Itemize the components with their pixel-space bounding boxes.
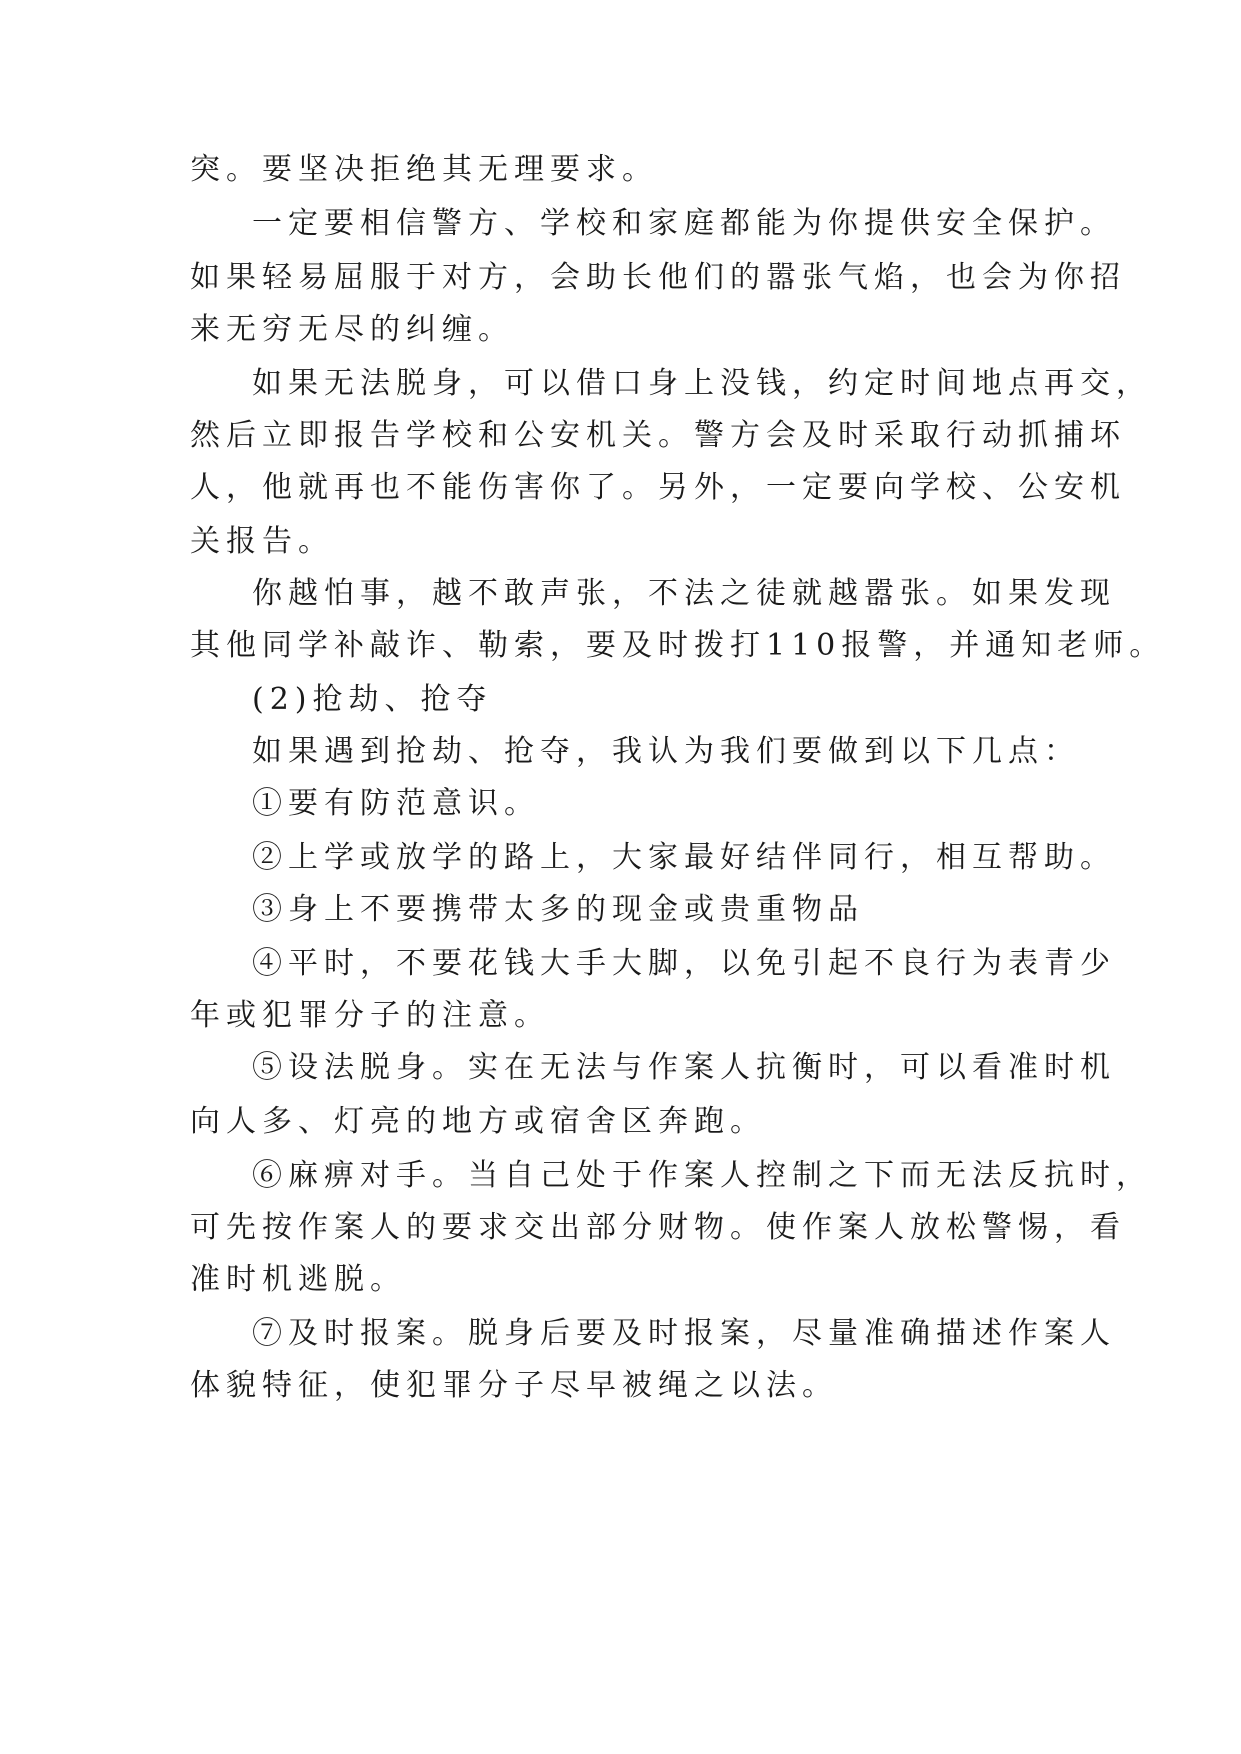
text-line-1: 突。要坚决拒绝其无理要求。	[190, 152, 658, 187]
text-line-12: 如果遇到抢劫、抢夺，我认为我们要做到以下几点：	[252, 734, 1080, 769]
text-line-10: 其他同学补敲诈、勒索，要及时拨打110报警，并通知老师。	[190, 628, 1166, 663]
text-line-3: 如果轻易屈服于对方，会助长他们的嚣张气焰，也会为你招	[190, 260, 1126, 295]
text-line-8: 关报告。	[190, 524, 334, 559]
list-item-7-cont: 体貌特征，使犯罪分子尽早被绳之以法。	[190, 1368, 838, 1403]
list-item-6: ⑥麻痹对手。当自己处于作案人控制之下而无法反抗时，	[252, 1158, 1152, 1193]
list-item-3: ③身上不要携带太多的现金或贵重物品	[252, 892, 864, 927]
list-item-4: ④平时，不要花钱大手大脚，以免引起不良行为表青少	[252, 946, 1116, 981]
text-line-6: 然后立即报告学校和公安机关。警方会及时采取行动抓捕坏	[190, 418, 1126, 453]
list-item-6-cont-1: 可先按作案人的要求交出部分财物。使作案人放松警惕，看	[190, 1210, 1126, 1245]
list-item-1: ①要有防范意识。	[252, 786, 540, 821]
list-item-4-cont: 年或犯罪分子的注意。	[190, 998, 550, 1033]
text-line-4: 来无穷无尽的纠缠。	[190, 312, 514, 347]
text-line-9: 你越怕事，越不敢声张，不法之徒就越嚣张。如果发现	[252, 576, 1116, 611]
list-item-2: ②上学或放学的路上，大家最好结伴同行，相互帮助。	[252, 840, 1116, 875]
list-item-5: ⑤设法脱身。实在无法与作案人抗衡时，可以看准时机	[252, 1050, 1116, 1085]
text-line-7: 人，他就再也不能伤害你了。另外，一定要向学校、公安机	[190, 470, 1126, 505]
list-item-5-cont: 向人多、灯亮的地方或宿舍区奔跑。	[190, 1104, 766, 1139]
list-item-7: ⑦及时报案。脱身后要及时报案，尽量准确描述作案人	[252, 1316, 1116, 1351]
text-line-2: 一定要相信警方、学校和家庭都能为你提供安全保护。	[252, 206, 1116, 241]
section-heading: (2)抢劫、抢夺	[252, 682, 493, 717]
text-line-5: 如果无法脱身，可以借口身上没钱，约定时间地点再交，	[252, 366, 1152, 401]
list-item-6-cont-2: 准时机逃脱。	[190, 1262, 406, 1297]
